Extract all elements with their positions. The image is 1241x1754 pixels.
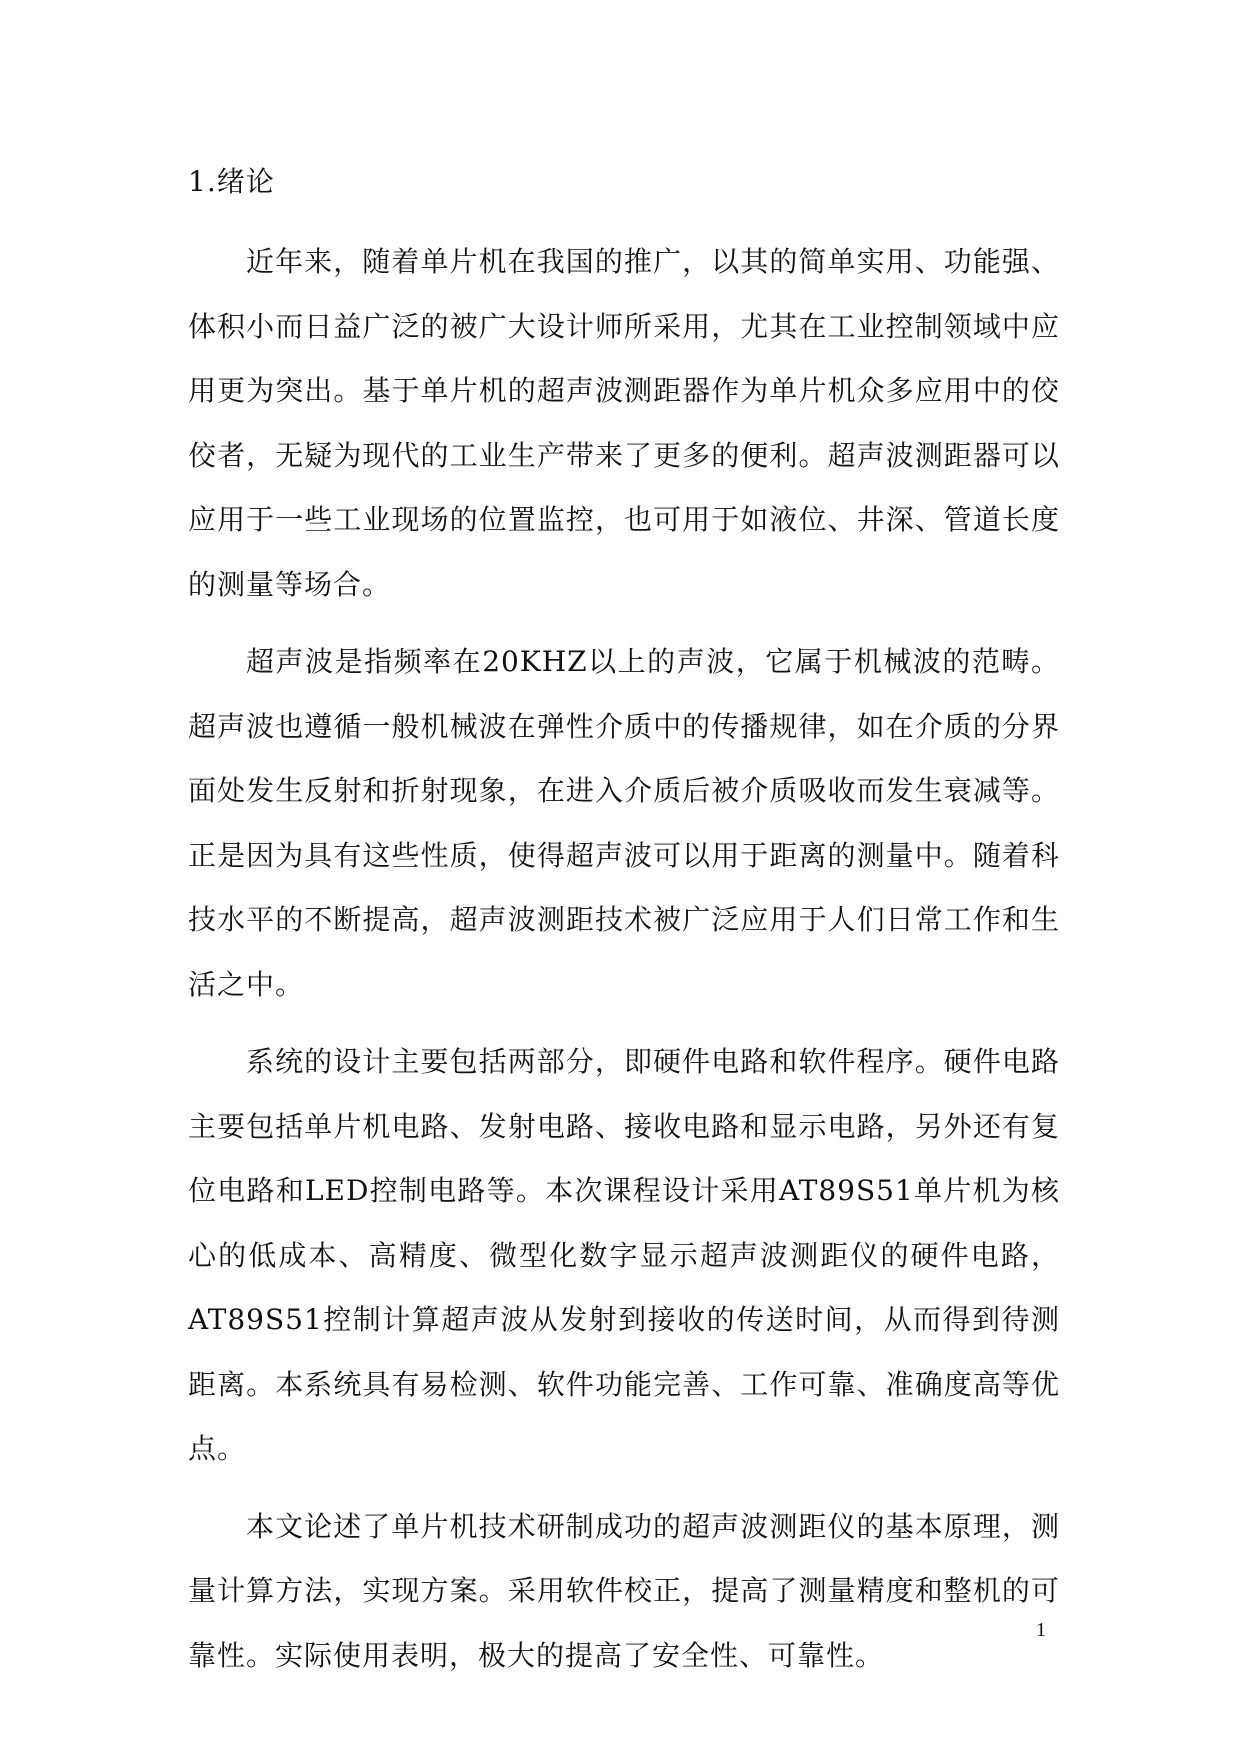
paragraph-introduction: 近年来，随着单片机在我国的推广，以其的简单实用、功能强、体积小而日益广泛的被广大设计师所采用，尤其在工业控制领域中应用更为突出。基于单片机的超声波测距器作为单片机众多应用中的佼佼者，无疑为现代的工业生产带来了更多的便利。超声波测距器可以应用于一些工业现场的位置监控，也可用于如液位、井深、管道长度的测量等场合。 — [188, 245, 1060, 601]
paragraph-ultrasonic: 超声波是指频率在20KHZ以上的声波，它属于机械波的范畴。超声波也遵循一般机械波在弹性介质中的传播规律，如在介质的分界面处发生反射和折射现象，在进入介质后被介质吸收而发生衰减等。正是因为具有这些性质，使得超声波可以用于距离的测量中。随着科技水平的不断提高，超声波测距技术被广泛应用于人们日常工作和生活之中。 — [188, 645, 1060, 1001]
body-text — [188, 230, 1060, 1701]
paragraph-system-design: 系统的设计主要包括两部分，即硬件电路和软件程序。硬件电路主要包括单片机电路、发射电路、接收电路和显示电路，另外还有复位电路和LED控制电路等。本次课程设计采用AT89S51单片机为核心的低成本、高精度、微型化数字显示超声波测距仪的硬件电路，AT89S51控制计算超声波从发射到接收的传送时间，从而得到待测距离。本系统具有易检测、软件功能完善、工作可靠、准确度高等优点。 — [188, 1045, 1060, 1465]
section-heading: 1.绪论 — [188, 165, 275, 198]
paragraph-summary: 本文论述了单片机技术研制成功的超声波测距仪的基本原理，测量计算方法，实现方案。采用软件校正，提高了测量精度和整机的可靠性。实际使用表明，极大的提高了安全性、可靠性。 — [188, 1509, 1060, 1672]
page-number: 1 — [1036, 1619, 1046, 1641]
